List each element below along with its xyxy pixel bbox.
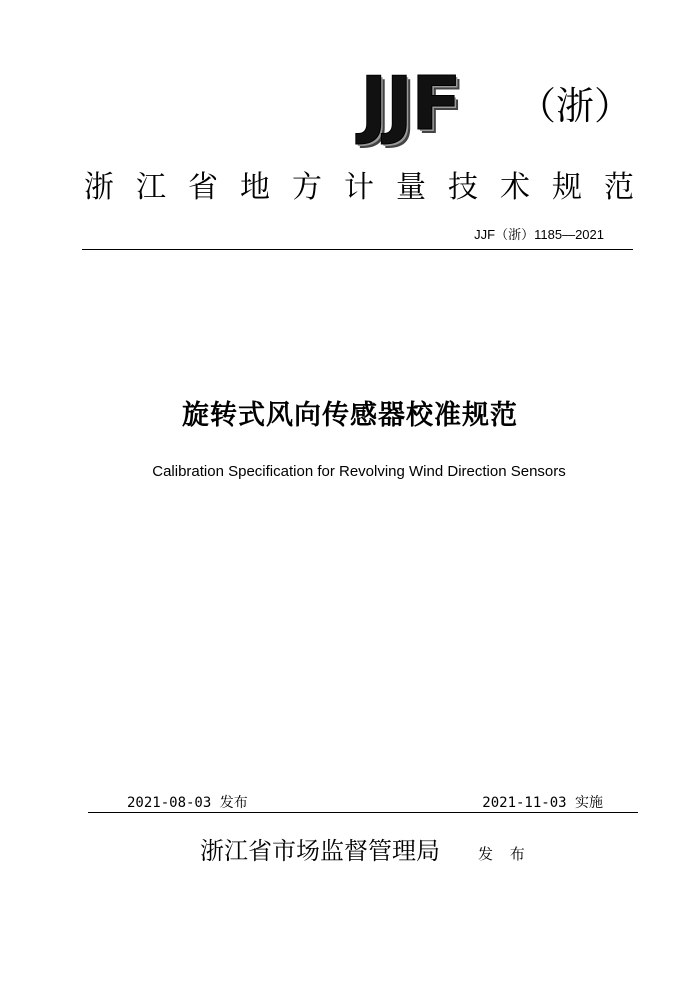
top-divider	[82, 249, 633, 250]
implement-date: 2021-11-03 实施	[482, 795, 603, 811]
series-char: 量	[396, 170, 426, 205]
series-char: 术	[500, 170, 530, 205]
series-char: 地	[240, 170, 270, 205]
issue-date: 2021-08-03 发布	[127, 795, 248, 811]
logo-suffix: （浙）	[518, 84, 633, 128]
series-char: 规	[552, 170, 582, 205]
series-title	[84, 170, 634, 206]
document-title-en: Calibration Specification for Revolving Wind Direction Sensors	[152, 463, 566, 480]
series-char: 方	[292, 170, 322, 205]
document-code: JJF（浙）1185—2021	[474, 227, 604, 242]
jjf-logo	[360, 61, 633, 147]
series-char: 江	[136, 170, 166, 205]
logo-letters: JJF	[360, 61, 460, 147]
document-title-cn: 旋转式风向传感器校准规范	[182, 400, 518, 431]
series-char: 范	[604, 170, 634, 205]
series-char: 省	[188, 170, 218, 205]
series-char: 计	[344, 170, 374, 205]
publisher-name: 浙江省市场监督管理局	[200, 837, 440, 865]
publish-label: 发 布	[478, 845, 531, 863]
series-char: 浙	[84, 170, 114, 205]
series-char: 技	[448, 170, 478, 205]
bottom-divider	[88, 812, 638, 813]
